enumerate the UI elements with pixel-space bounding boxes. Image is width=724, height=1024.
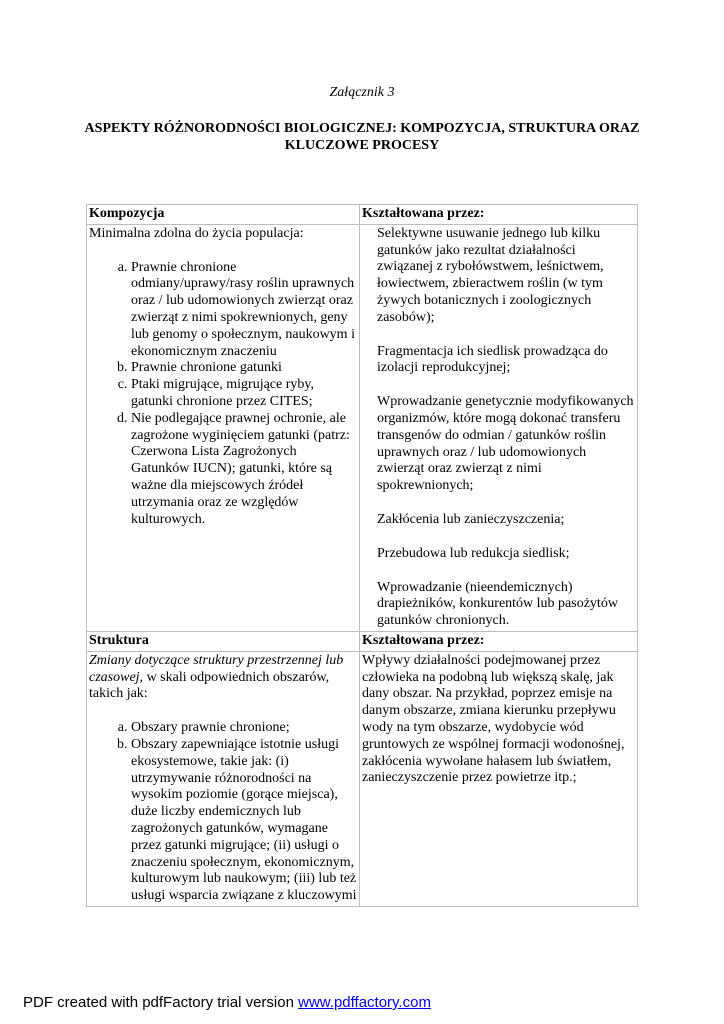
list-item: a. Obszary prawnie chronione;: [131, 720, 357, 737]
footer-text: PDF created with pdfFactory trial version: [23, 994, 299, 1011]
structure-drivers-cell: [360, 651, 638, 906]
driver-paragraph: Wprowadzanie genetycznie modyfikowanych organizmów, które mogą dokonać transferu transgenów do odmian / gatunków roślin uprawnych oraz / lub udomowionych zwierząt oraz zwierząt z nimi spokrewnionych;: [377, 394, 634, 494]
driver-paragraph: Selektywne usuwanie jednego lub kilku gatunków jako rezultat działalności związanej z rybołówstwem, leśnictwem, łowiectwem, zbieractwem roślin (w tym żywych botanicznych i zoologicznych zasobów);: [377, 225, 604, 325]
list-item: a. Prawnie chronione odmiany/uprawy/rasy roślin uprawnych oraz / lub udomowionych zwierząt oraz zwierząt z nimi spokrewnionych, geny lub genomy o społecznym, naukowym i ekonomicznym znaczeniu: [131, 260, 357, 361]
header-composition: Kompozycja: [87, 205, 360, 225]
biodiversity-table: [86, 204, 638, 907]
structure-drivers-text: Wpływy działalności podejmowanej przez człowieka na podobną lub większą skalę, jak dany obszar. Na przykład, poprzez emisje na danym obszarze, zmiana kierunku przepływu wody na tym obszarze, wydobycie wód gruntowych ze wspólnej formacji wodonośnej, zakłócenia wywołane hałasem lub światłem, zanieczyszczenie przez powietrze itp.;: [362, 652, 625, 786]
composition-list: [89, 260, 357, 529]
header-structure: Struktura: [87, 631, 360, 651]
structure-intro-italic: Zmiany dotyczące struktury przestrzennej lub czasowej,: [89, 652, 344, 685]
structure-row: [87, 651, 638, 906]
driver-paragraph: Przebudowa lub redukcja siedlisk;: [377, 545, 570, 561]
list-item: b. Prawnie chronione gatunki: [131, 360, 357, 377]
header-shaped-by-2: Kształtowana przez:: [360, 631, 638, 651]
annex-label: Załącznik 3: [329, 85, 395, 100]
composition-drivers-cell: [360, 224, 638, 631]
structure-header-row: [87, 631, 638, 651]
footer-link[interactable]: www.pdffactory.com: [298, 994, 431, 1011]
pdf-footer: [23, 994, 431, 1011]
list-item: d. Nie podlegające prawnej ochronie, ale zagrożone wyginięciem gatunki (patrz: Czerwona Lista Zagrożonych Gatunków IUCN); gatunki, które są ważne dla miejscowych źródeł utrzymania oraz ze względów kulturowych.: [131, 411, 357, 529]
list-item: c. Ptaki migrujące, migrujące ryby, gatunki chronione przez CITES;: [131, 377, 357, 411]
header-shaped-by: Kształtowana przez:: [360, 205, 638, 225]
driver-paragraph: Zakłócenia lub zanieczyszczenia;: [377, 511, 565, 527]
table-header-row: [87, 205, 638, 225]
structure-list: [89, 720, 357, 905]
structure-intro-rest: w skali odpowiednich obszarów, takich jak:: [89, 669, 330, 702]
composition-row: [87, 224, 638, 631]
composition-cell: [87, 224, 360, 631]
document-title: ASPEKTY RÓŻNORODNOŚCI BIOLOGICZNEJ: KOMPOZYCJA, STRUKTURA ORAZ KLUCZOWE PROCESY: [84, 121, 640, 153]
driver-paragraph: Fragmentacja ich siedlisk prowadząca do izolacji reprodukcyjnej;: [377, 343, 608, 376]
driver-paragraph: Wprowadzanie (nieendemicznych) drapieżników, konkurentów lub pasożytów gatunków chronionych.: [377, 579, 618, 629]
composition-intro: Minimalna zdolna do życia populacja:: [89, 225, 304, 241]
structure-intro: [89, 653, 357, 703]
structure-cell: [87, 651, 360, 906]
list-item: b. Obszary zapewniające istotnie usługi ekosystemowe, takie jak: (i) utrzymywanie różnorodności na wysokim poziomie (gorące miejsca), duże liczby endemicznych lub zagrożonych gatunków, wymagane przez gatunki migrujące; (ii) usługi o znaczeniu społecznym, ekonomicznym, kulturowym lub naukowym; (iii) lub też usługi wsparcia związane z kluczowymi: [131, 737, 357, 905]
